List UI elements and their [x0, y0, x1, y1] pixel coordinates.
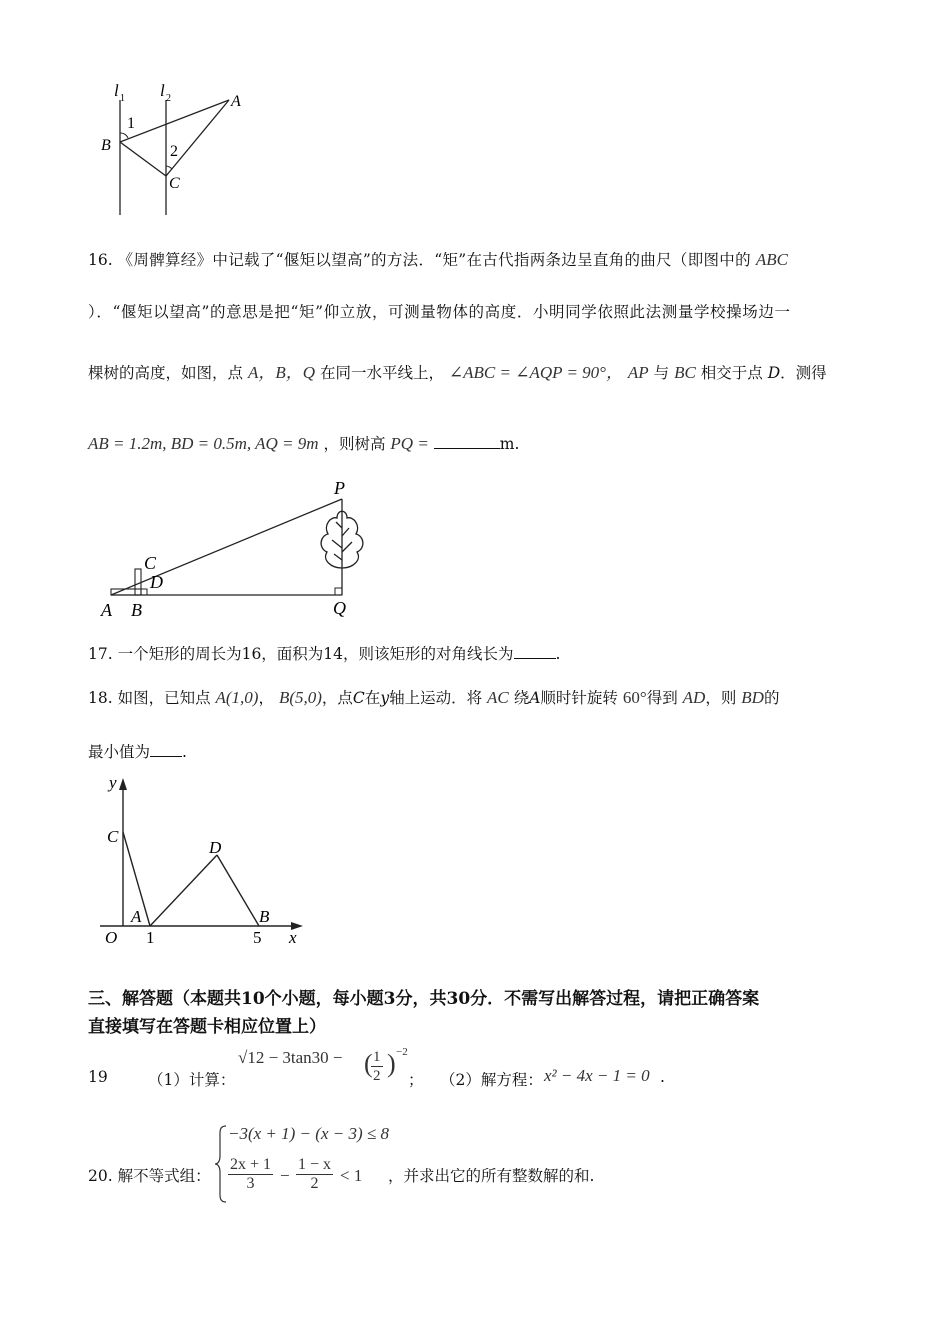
- q16-line3: [88, 358, 827, 383]
- label-y: y: [109, 773, 117, 792]
- q16-answer-blank: [434, 434, 500, 449]
- label-l2-sub: 2: [166, 93, 171, 104]
- figure-tree-measurement: [95, 478, 375, 623]
- label-l2: l: [160, 81, 165, 100]
- q19-paren-open: (: [364, 1049, 373, 1078]
- q18-text-g: 得到: [646, 689, 678, 707]
- q19-frac-num: 1: [373, 1049, 381, 1065]
- q16-bc: BC: [674, 363, 696, 382]
- q16-line1: [88, 248, 788, 270]
- q16-measurements: AB = 1.2m, BD = 0.5m, AQ = 9m: [88, 434, 319, 453]
- right-angle-Q: [335, 588, 342, 595]
- q18-text-min: 最小值为: [88, 743, 151, 761]
- q19-fraction: [371, 1048, 383, 1085]
- q20-tail: ，并求出它的所有整数解的和.: [388, 1167, 595, 1185]
- label-D: D: [209, 838, 222, 857]
- instrument-upright-BC: [135, 569, 141, 595]
- segment-BA: [120, 100, 229, 142]
- label-x: x: [289, 928, 297, 947]
- q16-points: A，B，Q: [247, 363, 315, 382]
- q18-text-h: ，则: [705, 689, 737, 707]
- q20-block: [88, 1122, 788, 1208]
- q18-answer-blank: [150, 742, 182, 757]
- q16-pq: PQ =: [390, 434, 429, 453]
- sight-line-AP: [111, 499, 342, 595]
- label-C: C: [169, 175, 180, 192]
- right-angle-B: [141, 589, 147, 595]
- q16-D: D: [767, 364, 781, 382]
- y-axis-arrow: [119, 778, 127, 790]
- q16-angle: ∠ABC = ∠AQP = 90°，: [448, 363, 623, 382]
- q17-line: [88, 642, 560, 664]
- q20-frac1-den: 3: [246, 1175, 255, 1192]
- label-l1-sub: 1: [120, 93, 125, 104]
- section3-heading-line1: 三、解答题（本题共10个小题，每小题3分，共30分．不需写出解答过程，请把正确答案: [88, 989, 760, 1009]
- label-C: C: [107, 827, 119, 846]
- label-C: C: [144, 553, 157, 573]
- label-A: A: [131, 907, 142, 926]
- q18-point-A: A(1,0): [215, 688, 259, 707]
- label-O: O: [105, 928, 118, 947]
- q18-AD: AD: [682, 688, 706, 707]
- q18-text-d: 轴上运动．将: [389, 689, 483, 707]
- q20-frac2: [296, 1156, 333, 1193]
- q18-end: .: [182, 743, 187, 761]
- q19-expr1: √12 − 3tan30 −: [238, 1048, 343, 1067]
- q16-abc: ABC: [755, 250, 788, 269]
- q18-y: y: [380, 689, 390, 707]
- segment-AD: [150, 855, 217, 926]
- q18-BD: BD: [741, 688, 764, 707]
- q20-lt: < 1: [340, 1166, 363, 1185]
- q18-line1: [88, 686, 779, 708]
- q18-C: C: [352, 689, 365, 707]
- label-l1: l: [114, 81, 119, 100]
- q18-text-e: 绕: [513, 689, 530, 707]
- figure-coordinate-plane: [95, 770, 315, 955]
- q16-text3a: 棵树的高度，如图，点: [88, 364, 244, 382]
- label-B: B: [131, 600, 142, 620]
- q17-text: 17. 一个矩形的周长为16，面积为14，则该矩形的对角线长为: [88, 645, 514, 663]
- label-B: B: [259, 907, 270, 926]
- q17-end: .: [555, 645, 561, 663]
- label-A: A: [231, 93, 241, 110]
- q16-text3e: ．测得: [780, 364, 827, 382]
- segment-BC: [120, 142, 166, 176]
- label-angle-2: 2: [170, 143, 178, 160]
- figure-parallel-lines: [95, 80, 265, 220]
- q18-A: A: [529, 689, 541, 707]
- q20-frac1-num: 2x + 1: [230, 1156, 272, 1173]
- label-D: D: [150, 572, 163, 592]
- q19-part2: （2）解方程：: [440, 1071, 543, 1089]
- q19-part1: （1）计算：: [148, 1071, 236, 1089]
- q18-text-i: 的: [763, 689, 780, 707]
- q16-unit: m.: [499, 435, 520, 453]
- q16-text1: 《周髀算经》中记载了“偃矩以望高”的方法．“矩”在古代指两条边呈直角的曲尺（即图中的: [117, 251, 751, 269]
- label-angle-1: 1: [127, 115, 135, 132]
- instrument-base: [111, 589, 141, 595]
- segment-CA: [166, 100, 229, 176]
- q20-frac2-num: 1 − x: [298, 1156, 332, 1173]
- q18-comma: ，: [258, 689, 274, 707]
- q20-brace: [214, 1124, 228, 1204]
- tick-1: 1: [146, 928, 155, 947]
- q19-separator: ；: [408, 1071, 424, 1089]
- q20-number: 20. 解不等式组：: [88, 1167, 211, 1185]
- q19-paren-close: ): [387, 1049, 396, 1078]
- q16-number: 16.: [88, 251, 113, 269]
- q20-minus: −: [280, 1166, 290, 1185]
- q16-text3d: 相交于点: [700, 364, 763, 382]
- q16-text3b: 在同一水平线上，: [319, 364, 444, 382]
- label-P: P: [334, 478, 345, 498]
- q18-line2: [88, 740, 187, 762]
- q19-frac-den: 2: [373, 1068, 381, 1084]
- q18-text-b: ，点: [321, 689, 353, 707]
- angle-1-arc: [120, 133, 128, 138]
- tree-icon: [321, 499, 363, 595]
- q19-number: 19: [88, 1068, 108, 1086]
- q19-exponent: −2: [396, 1046, 408, 1058]
- q18-degrees: 60°: [622, 688, 647, 707]
- label-B: B: [101, 137, 111, 154]
- q19-end: .: [660, 1068, 665, 1086]
- section3-heading-line2: 直接填写在答题卡相应位置上）: [88, 1017, 326, 1037]
- q19-expr2: x² − 4x − 1 = 0: [544, 1066, 650, 1085]
- label-A: A: [101, 600, 112, 620]
- label-Q: Q: [333, 598, 346, 618]
- q20-ineq1: −3(x + 1) − (x − 3) ≤ 8: [228, 1124, 389, 1143]
- segment-DB: [217, 855, 259, 926]
- q18-text-f: 顺时针旋转: [540, 689, 618, 707]
- q16-line2: [88, 300, 791, 322]
- q16-ap: AP: [627, 363, 649, 382]
- q18-text-c: 在: [364, 689, 381, 707]
- q18-AC: AC: [487, 688, 509, 707]
- q16-text4a: ，则树高: [323, 435, 386, 453]
- angle-2-arc: [166, 166, 172, 169]
- q17-answer-blank: [514, 644, 556, 659]
- q20-frac1: [228, 1156, 273, 1193]
- q16-text2: ）．“偃矩以望高”的意思是把“矩”仰立放，可测量物体的高度．小明同学依照此法测量学校操场边一: [88, 303, 791, 321]
- q16-line4: [88, 432, 519, 454]
- q20-frac2-den: 2: [310, 1175, 319, 1192]
- q18-text-a: 18. 如图，已知点: [88, 689, 211, 707]
- tick-5: 5: [253, 928, 262, 947]
- q18-point-B: B(5,0): [278, 688, 322, 707]
- q16-text3c: 与: [653, 364, 670, 382]
